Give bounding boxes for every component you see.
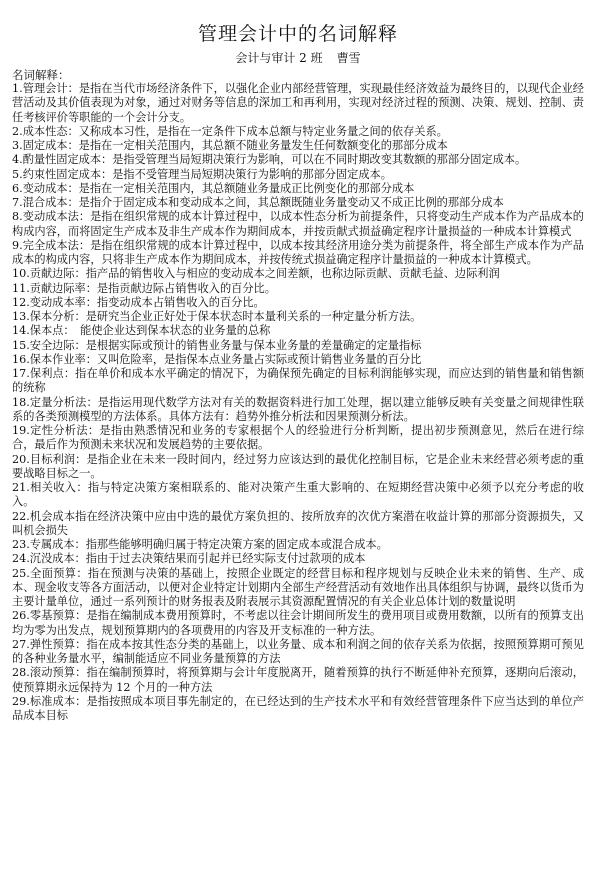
term-item [12, 282, 584, 296]
term-number: 14. [12, 324, 30, 338]
term-number: 5. [12, 167, 23, 181]
term-number: 20. [12, 452, 30, 466]
term-definition: 沉没成本：指由于过去决策结果而引起并已经实际支付过款项的成本 [29, 552, 366, 566]
term-definition: 弹性预算：指在成本按其性态分类的基础上，以业务量、成本和利润之间的依存关系为依据，按照预算期可预见的各种业务量水平，编制能适应不同业务量预算的方法 [12, 637, 584, 666]
term-definition: 贡献边际率：是指贡献边际占销售收入的百分比。 [29, 281, 276, 295]
term-number: 26. [12, 609, 30, 623]
term-definition: 定量分析法：是指运用现代数学方法对有关的数据资料进行加工处理，据以建立能够反映有关变量之间规律性联系的各类预测模型的方法体系。具体方法有：趋势外推分析法和因果预测分析法。 [12, 395, 584, 423]
term-definition: 约束性固定成本：是指不受管理当局短期决策行为影响的那部分固定成本。 [22, 167, 392, 181]
term-item [12, 481, 584, 510]
term-list [12, 82, 584, 723]
term-item [12, 538, 584, 552]
document-page [0, 22, 600, 872]
term-definition: 变动成本法：是指在组织常规的成本计算过程中，以成本性态分析为前提条件，只将变动生产成本作为产品成本的构成内容，而将固定生产成本及非生产成本作为期间成本，并按贡献式损益确定程序计量损益的一种成本计算模式 [12, 210, 584, 238]
term-number: 9. [12, 238, 23, 252]
term-number: 25. [12, 566, 30, 580]
term-item [12, 367, 584, 396]
term-item [12, 210, 584, 239]
term-item [12, 153, 584, 167]
term-definition: 保本作业率：又叫危险率，是指保本点业务量占实际或预计销售业务量的百分比 [29, 352, 422, 366]
byline [12, 50, 584, 66]
term-number: 17. [12, 367, 30, 381]
term-definition: 滚动预算：指在编制预算时，将预算期与会计年度脱离开，随着预算的执行不断延伸补充预算，逐期向后滚动，使预算期永远保持为 12 个月的一种方法 [12, 666, 584, 694]
term-definition: 全面预算：指在预测与决策的基础上，按照企业既定的经营目标和程序规划与反映企业未来的销售、生产、成本、现金收支等各方面活动，以便对企业特定计划期内全部生产经营活动有效地作出具体组织与协调，最终以货币为主要计量单位，通过一系列预计的财务报表及附表展示其资源配置情况的有关企业总体计划的数量说明 [12, 566, 584, 609]
term-item [12, 168, 584, 182]
term-number: 21. [12, 481, 30, 495]
term-number: 18. [12, 395, 30, 409]
author-name: 曹雪 [336, 51, 361, 65]
term-item [12, 182, 584, 196]
term-number: 6. [12, 181, 23, 195]
term-definition: 变动成本：是指在一定相关范围内，其总额随业务量成正比例变化的那部分成本 [22, 181, 415, 195]
term-definition: 贡献边际：指产品的销售收入与相应的变动成本之间差额，也称边际贡献、贡献毛益、边际利润 [29, 267, 500, 281]
section-label: 名词解释： [12, 68, 70, 82]
term-item [12, 510, 584, 539]
term-number: 11. [12, 281, 30, 295]
term-item [12, 196, 584, 210]
term-number: 16. [12, 352, 30, 366]
term-number: 1. [12, 82, 23, 96]
term-definition: 相关收入：指与特定决策方案相联系的、能对决策产生重大影响的、在短期经营决策中必须予以充分考虑的收入。 [12, 481, 584, 509]
term-number: 12. [12, 295, 30, 309]
term-definition: 保本分析：是研究当企业正好处于保本状态时本量利关系的一种定量分析方法。 [29, 310, 422, 324]
term-definition: 固定成本：是指在一定相关范围内，其总额不随业务量发生任何数额变化的那部分成本 [22, 139, 448, 153]
term-number: 29. [12, 694, 30, 708]
class-name: 会计与审计 2 班 [235, 51, 323, 65]
term-number: 15. [12, 338, 30, 352]
term-item [12, 296, 584, 310]
term-number: 19. [12, 424, 30, 438]
term-number: 10. [12, 267, 30, 281]
term-number: 2. [12, 124, 23, 138]
term-number: 4. [12, 153, 23, 167]
term-definition: 酌量性固定成本：是指受管理当局短期决策行为影响，可以在不同时期改变其数额的那部分固定成本。 [22, 153, 527, 167]
term-item [12, 567, 584, 610]
term-item [12, 82, 584, 125]
term-item [12, 339, 584, 353]
term-number: 24. [12, 552, 30, 566]
term-item [12, 695, 584, 724]
term-definition: 机会成本指在经济决策中应由中选的最优方案负担的、按所放弃的次优方案潜在收益计算的那部分资源损失，又叫机会损失 [12, 509, 584, 537]
term-definition: 目标利润：是指企业在未来一段时间内，经过努力应该达到的最优化控制目标，它是企业未来经营必须考虑的重要战略目标之一。 [12, 452, 584, 480]
term-item [12, 609, 584, 638]
term-number: 7. [12, 196, 23, 210]
term-definition: 保利点：指在单价和成本水平确定的情况下，为确保预先确定的目标利润能够实现，而应达到的销售量和销售额的统称 [12, 367, 584, 395]
term-item [12, 453, 584, 482]
term-item [12, 267, 584, 281]
term-definition: 完全成本法：是指在组织常规的成本计算过程中，以成本按其经济用途分类为前提条件，将全部生产成本作为产品成本的构成内容，只将非生产成本作为期间成本，并按传统式损益确定程序计量损益的一种成本计算模式。 [12, 238, 584, 267]
term-item [12, 239, 584, 268]
term-number: 3. [12, 139, 23, 153]
term-definition: 安全边际：是根据实际或预计的销售业务量与保本业务量的差量确定的定量指标 [29, 338, 422, 352]
term-definition: 管理会计：是指在当代市场经济条件下，以强化企业内部经营管理，实现最佳经济效益为最终目的，以现代企业经营活动及其价值表现为对象，通过对财务等信息的深加工和再利用，实现对经济过程的预测、决策、规划、控制、责任考核评价等职能的一个会计分支。 [12, 82, 584, 124]
term-definition: 成本性态：又称成本习性，是指在一定条件下成本总额与特定业务量之间的依存关系。 [22, 124, 448, 138]
term-definition: 混合成本：是指介于固定成本和变动成本之间，其总额既随业务量变动又不成正比例的那部分成本 [22, 196, 504, 210]
term-definition: 变动成本率：指变动成本占销售收入的百分比。 [29, 295, 265, 309]
document-title: 管理会计中的名词解释 [197, 23, 398, 45]
term-number: 22. [12, 509, 30, 523]
term-item [12, 125, 584, 139]
term-definition: 保本点： 能使企业达到保本状态的业务量的总称 [29, 324, 271, 338]
term-item [12, 139, 584, 153]
term-item [12, 310, 584, 324]
term-item [12, 552, 584, 566]
term-item [12, 424, 584, 453]
term-number: 8. [12, 210, 23, 224]
term-number: 28. [12, 666, 30, 680]
term-item [12, 353, 584, 367]
term-definition: 零基预算：是指在编制成本费用预算时，不考虑以往会计期间所发生的费用项目或费用数额，以所有的预算支出均为零为出发点，规划预算期内的各项费用的内容及开支标准的一种方法。 [12, 609, 584, 637]
term-definition: 定性分析法：是指由熟悉情况和业务的专家根据个人的经验进行分析判断，提出初步预测意见，然后在进行综合，最后作为预测未来状况和发展趋势的主要依据。 [12, 424, 584, 452]
term-item [12, 324, 584, 338]
term-definition: 标准成本：是指按照成本项目事先制定的，在已经达到的生产技术水平和有效经营管理条件下应当达到的单位产品成本目标 [12, 694, 584, 723]
term-item [12, 638, 584, 667]
term-item [12, 666, 584, 695]
term-item [12, 396, 584, 425]
term-number: 13. [12, 310, 30, 324]
term-definition: 专属成本：指那些能够明确归属于特定决策方案的固定成本或混合成本。 [29, 538, 388, 552]
term-number: 27. [12, 637, 30, 651]
term-number: 23. [12, 538, 30, 552]
